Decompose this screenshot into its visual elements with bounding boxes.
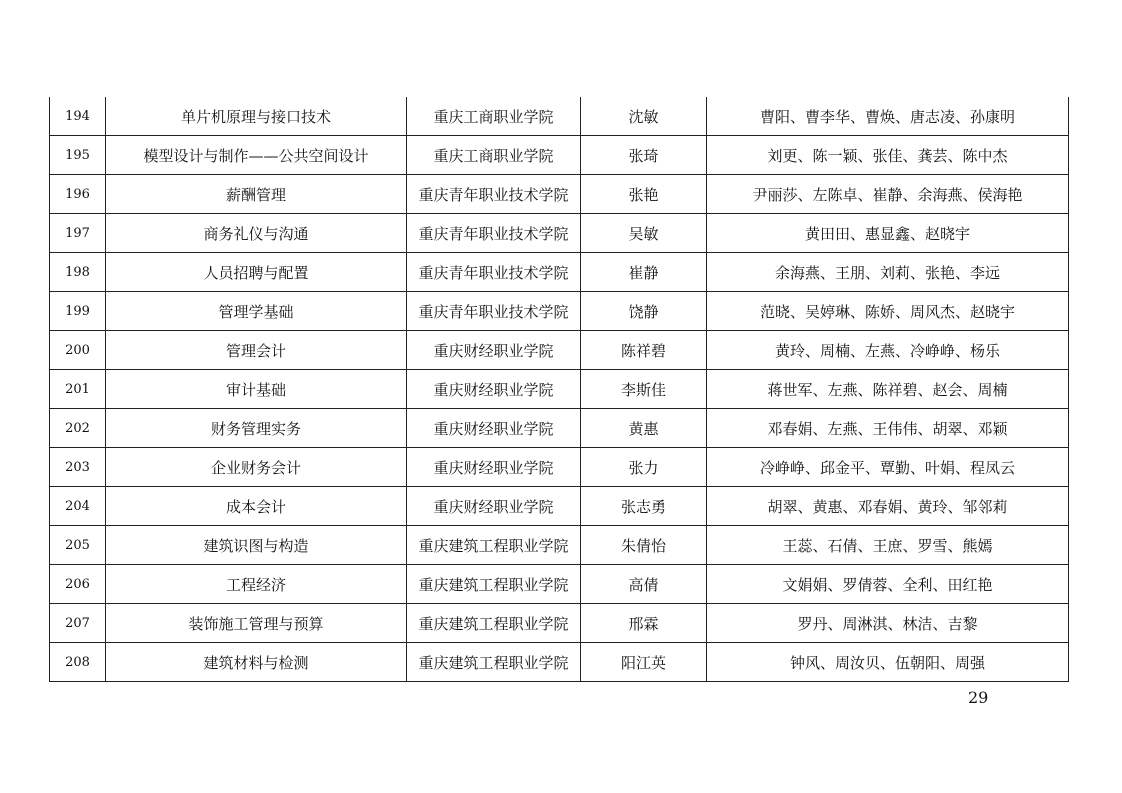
row-number-cell: 204	[50, 487, 106, 526]
members-cell: 邓春娟、左燕、王伟伟、胡翠、邓颖	[707, 409, 1069, 448]
table-row	[50, 97, 1069, 136]
school-cell: 重庆建筑工程职业学院	[407, 643, 581, 682]
school-cell: 重庆建筑工程职业学院	[407, 604, 581, 643]
leader-cell: 崔静	[581, 253, 707, 292]
row-number-cell: 198	[50, 253, 106, 292]
course-name-cell: 装饰施工管理与预算	[106, 604, 407, 643]
members-cell: 钟风、周汝贝、伍朝阳、周强	[707, 643, 1069, 682]
row-number-cell: 203	[50, 448, 106, 487]
table-row	[50, 136, 1069, 175]
leader-cell: 邢霖	[581, 604, 707, 643]
members-cell: 刘更、陈一颖、张佳、龚芸、陈中杰	[707, 136, 1069, 175]
table-row	[50, 175, 1069, 214]
row-number-cell: 196	[50, 175, 106, 214]
table-body	[50, 97, 1069, 682]
leader-cell: 饶静	[581, 292, 707, 331]
table-row	[50, 487, 1069, 526]
leader-cell: 李斯佳	[581, 370, 707, 409]
school-cell: 重庆财经职业学院	[407, 370, 581, 409]
school-cell: 重庆工商职业学院	[407, 136, 581, 175]
table-row	[50, 604, 1069, 643]
course-name-cell: 管理会计	[106, 331, 407, 370]
table-row	[50, 565, 1069, 604]
school-cell: 重庆建筑工程职业学院	[407, 526, 581, 565]
table-row	[50, 253, 1069, 292]
row-number-cell: 202	[50, 409, 106, 448]
leader-cell: 吴敏	[581, 214, 707, 253]
leader-cell: 黄惠	[581, 409, 707, 448]
members-cell: 蒋世军、左燕、陈祥碧、赵会、周楠	[707, 370, 1069, 409]
course-name-cell: 审计基础	[106, 370, 407, 409]
course-name-cell: 建筑识图与构造	[106, 526, 407, 565]
course-name-cell: 商务礼仪与沟通	[106, 214, 407, 253]
row-number-cell: 197	[50, 214, 106, 253]
members-cell: 冷峥峥、邱金平、覃勤、叶娟、程凤云	[707, 448, 1069, 487]
table-row	[50, 526, 1069, 565]
table-row	[50, 409, 1069, 448]
leader-cell: 沈敏	[581, 97, 707, 136]
row-number-cell: 194	[50, 97, 106, 136]
leader-cell: 张艳	[581, 175, 707, 214]
leader-cell: 高倩	[581, 565, 707, 604]
row-number-cell: 205	[50, 526, 106, 565]
table-row	[50, 331, 1069, 370]
members-cell: 余海燕、王朋、刘莉、张艳、李远	[707, 253, 1069, 292]
table-row	[50, 448, 1069, 487]
school-cell: 重庆财经职业学院	[407, 487, 581, 526]
leader-cell: 陈祥碧	[581, 331, 707, 370]
course-name-cell: 单片机原理与接口技术	[106, 97, 407, 136]
course-name-cell: 模型设计与制作——公共空间设计	[106, 136, 407, 175]
table-row	[50, 292, 1069, 331]
row-number-cell: 199	[50, 292, 106, 331]
members-cell: 王蕊、石倩、王庶、罗雪、熊嫣	[707, 526, 1069, 565]
school-cell: 重庆青年职业技术学院	[407, 214, 581, 253]
table-row	[50, 214, 1069, 253]
course-name-cell: 建筑材料与检测	[106, 643, 407, 682]
school-cell: 重庆财经职业学院	[407, 331, 581, 370]
table-row	[50, 370, 1069, 409]
members-cell: 黄田田、惠显鑫、赵晓宇	[707, 214, 1069, 253]
page-number: 29	[968, 688, 989, 707]
school-cell: 重庆建筑工程职业学院	[407, 565, 581, 604]
school-cell: 重庆财经职业学院	[407, 409, 581, 448]
course-name-cell: 成本会计	[106, 487, 407, 526]
leader-cell: 张琦	[581, 136, 707, 175]
course-name-cell: 薪酬管理	[106, 175, 407, 214]
row-number-cell: 201	[50, 370, 106, 409]
table-row	[50, 643, 1069, 682]
course-name-cell: 工程经济	[106, 565, 407, 604]
row-number-cell: 206	[50, 565, 106, 604]
members-cell: 黄玲、周楠、左燕、冷峥峥、杨乐	[707, 331, 1069, 370]
leader-cell: 阳江英	[581, 643, 707, 682]
course-name-cell: 管理学基础	[106, 292, 407, 331]
school-cell: 重庆财经职业学院	[407, 448, 581, 487]
course-name-cell: 企业财务会计	[106, 448, 407, 487]
course-name-cell: 财务管理实务	[106, 409, 407, 448]
leader-cell: 张力	[581, 448, 707, 487]
school-cell: 重庆青年职业技术学院	[407, 292, 581, 331]
members-cell: 尹丽莎、左陈卓、崔静、余海燕、侯海艳	[707, 175, 1069, 214]
school-cell: 重庆工商职业学院	[407, 97, 581, 136]
course-name-cell: 人员招聘与配置	[106, 253, 407, 292]
row-number-cell: 208	[50, 643, 106, 682]
members-cell: 曹阳、曹李华、曹焕、唐志凌、孙康明	[707, 97, 1069, 136]
school-cell: 重庆青年职业技术学院	[407, 253, 581, 292]
members-cell: 文娟娟、罗倩蓉、全利、田红艳	[707, 565, 1069, 604]
members-cell: 胡翠、黄惠、邓春娟、黄玲、邹邻莉	[707, 487, 1069, 526]
row-number-cell: 207	[50, 604, 106, 643]
leader-cell: 朱倩怡	[581, 526, 707, 565]
row-number-cell: 195	[50, 136, 106, 175]
leader-cell: 张志勇	[581, 487, 707, 526]
course-table	[49, 97, 1069, 682]
row-number-cell: 200	[50, 331, 106, 370]
members-cell: 范晓、吴婷琳、陈娇、周风杰、赵晓宇	[707, 292, 1069, 331]
members-cell: 罗丹、周淋淇、林洁、吉黎	[707, 604, 1069, 643]
school-cell: 重庆青年职业技术学院	[407, 175, 581, 214]
